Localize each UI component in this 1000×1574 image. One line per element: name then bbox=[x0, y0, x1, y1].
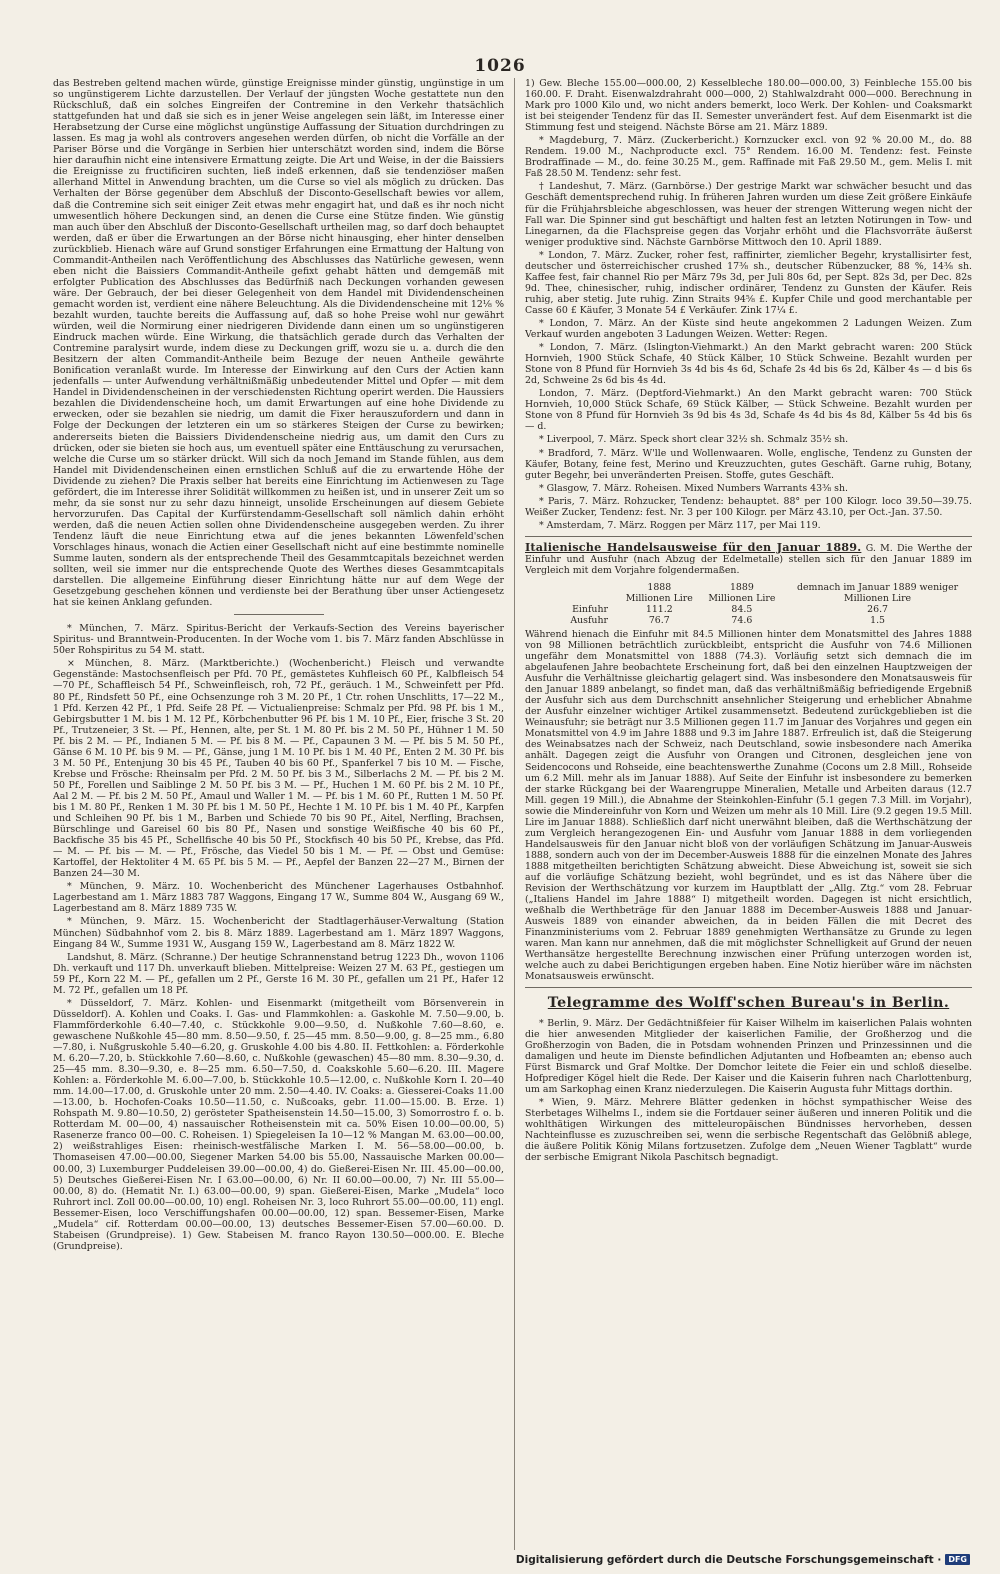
footer-text: Digitalisierung gefördert durch die Deutsche Forschungsgemeinschaft · bbox=[515, 1554, 942, 1566]
telegram-wien: * Wien, 9. März. Mehrere Blätter gedenken in höchst sympathischer Weise des Sterbetages Wilhelms I., indem sie die Fortdauer seiner äußeren und inneren Politik und die wohlthätigen Wirkungen des mitteleuropäischen Bündnisses hervorheben, dessen Nachteinflusse es zuzuschreiben sei, wenn die serbische Regentschaft das Gelöbniß ablege, die äußere Politik König Milans fortzusetzen. Zufolge dem „Neuen Wiener Tagblatt“ wurde der serbische Emigrant Nikola Paschitsch begnadigt. bbox=[525, 1096, 972, 1164]
article-boersen-commentary: das Bestreben geltend machen würde, günstige Ereignisse minder günstig, ungünstige in um so ungünstigerem Lichte darzustellen. Der Verlauf der jüngsten Woche gestattete nun den Rückschluß, daß ein solches Eingreifen der Contremine in den Verkehr thatsächlich stattgefunden hat und daß sie sich es in jener Weise angelegen sein läßt, im Interesse einer Herabsetzung der Curse eine möglichst ungünstige Auffassung der Situation durchdringen zu lassen. Es mag ja wohl als controvers angesehen werden dürfen, ob nicht die Vorfälle an der Pariser Börse und die Vorgänge in Serbien hier unterschätzt worden sind, indem die Börse hier daraufhin nicht eine intensivere Ermattung zeigte. Die Art und Weise, in der die Baissiers die Ereignisse zu fructificiren suchten, ließ indeß erkennen, daß sie tendenziöser maßen allerhand Mittel in Anwendung brachten, um die Curse so viel als möglich zu drücken. Das Verhalten der Börse gegenüber dem Abschluß der Disconto-Gesellschaft bewies vor allem, daß die Contremine sich seit einiger Zeit etwas mehr engagirt hat, und daß es ihr noch nicht umwesentlich höhere Deckungen sind, an denen die Curse eine Stütze finden. Wie günstig man auch über den Abschluß der Disconto-Gesellschaft urtheilen mag, so darf doch behauptet werden, daß er über die Erwartungen an der Börse nicht hinausging, eher hinter denselben zurückblieb. Hienach wäre auf Grund sonstiger Erfahrungen eine Ermattung der Haltung von Commandit-Antheilen nach Veröffentlichung des Abschlusses das Natürliche gewesen, wenn eben nicht die Baissiers Commandit-Antheile gefixt gehabt hätten und demgemäß mit erfolgter Publication des Abschlusses das Bedürfniß nach Deckungen vorhanden gewesen wäre. Der Gebrauch, der bei dieser Gelegenheit von dem Handel mit Dividendenscheinen gemacht worden ist, verdient eine nähere Beleuchtung. Als die Dividendenscheine mit 12⅛ % bezahlt wurden, tauchte bereits die Auffassung auf, daß so hohe Preise wohl nur gewährt würden, weil die Normirung einer niedrigeren Dividende dann einen um so ungünstigeren Eindruck machen würde. Eine Wirkung, die thatsächlich gerade durch das Verhalten der Contremine paralysirt wurde, indem diese zu Deckungen griff, wozu sie u. a. durch die den Besitzern der alten Commandit-Antheile beim Bezuge der neuen Antheile gewährte Bonification veranlaßt wurde. Im Interesse der Einwirkung auf den Curs der Actien kann jedenfalls — unter Aufwendung verhältnißmäßig unbedeutender Mittel und Opfer — mit dem Handel in Dividendenscheinen in der verschiedensten Richtung operirt werden. Die Haussiers bezahlen die Dividendenscheine hoch, um damit Erwartungen auf eine hohe Dividende zu erwecken, oder sie bezahlen sie niedrig, um damit die Fixer herauszufordern und dann in Folge der Deckungen der letzteren ein um so stärkeres Steigen der Curse zu bewirken; andererseits bieten die Baissiers Dividendenscheine niedrig aus, um damit den Curs zu drücken, oder sie bieten sie hoch aus, um eventuell später eine Enttäuschung zu verursachen, welche die Curse um so stärker drückt. Will sich da noch Jemand im Stande fühlen, aus dem Handel mit Dividendenscheinen einen ernstlichen Schluß auf die zu erwartende Höhe der Dividende zu ziehen? Die Praxis selber hat bereits eine Einrichtung im Actienwesen zu Tage gefördert, die im Interesse ihrer Solidität willkommen zu heißen ist, und in unserer Zeit um so mehr, da sie sonst nur zu sehr dazu hinneigt, unsolide Erscheinungen auf diesem Gebiete hervorzurufen. Das Capital der Kurfürstendamm-Gesellschaft soll nämlich dahin erhöht werden, daß die neuen Actien sollen ohne Dividendenscheine ausgegeben werden. Zu ihrer Tendenz läuft die neue Einrichtung etwa auf die jenes bekannten Löwenfeld'schen Vorschlages hinaus, wonach die Actien einer Gesellschaft nicht auf eine bestimmte nominelle Summe lauten, sondern als der entsprechende Theil des Gesammtcapitals bezeichnet werden sollten, weil sie immer nur die entsprechende Quote des Werthes dieses Gesammtcapitals darstellen. Die allgemeine Einführung dieser Einrichtung hätte nur auf dem Wege der Gesetzgebung geschehen können und verdienste bei der Berathung über unser Actiengesetz hat sie keinen Anklang gefunden. bbox=[53, 78, 504, 609]
report-muenchen-lagerhaus-ost: * München, 9. März. 10. Wochenbericht des Münchener Lagerhauses Ostbahnhof. Lagerbestand am 1. März 1883 787 Waggons, Eingang 17 W., Summe 804 W., Ausgang 69 W., Lagerbestand am 8. März 1889 735 W. bbox=[53, 881, 504, 915]
col-diff: demnach im Januar 1889 weniger bbox=[797, 581, 959, 593]
report-muenchen-spiritus: * München, 7. März. Spiritus-Bericht der Verkaufs-Section des Vereins bayerischer Spiritus- und Branntwein-Producenten. In der Woche vom 1. bis 7. März fanden Abschlüsse in 50er Rohspiritus zu 54 M. statt. bbox=[53, 623, 504, 657]
report-liverpool: * Liverpool, 7. März. Speck short clear 32½ sh. Schmalz 35½ sh. bbox=[539, 434, 849, 446]
report-duesseldorf-kohlen: * Düsseldorf, 7. März. Kohlen- und Eisenmarkt (mitgetheilt vom Börsenverein in Düsseldorf). A. Kohlen und Coaks. I. Gas- und Flammkohlen: a. Gaskohle M. 7.50—9.00, b. Flammförderkohle 6.40—7.40, c. Stückkohle 9.00—9.50, d. Nußkohle 7.60—8.60, e. gewaschene Nußkohle 45—80 mm. 8.50—9.50, f. 25—45 mm. 8.50—9.00, g. 8—25 mm., 6.80—7.80, i. Nußgruskohle 5.40—6.20, g. Gruskohle 4.00 bis 4.80. II. Fettkohlen: a. Förderkohle M. 6.20—7.20, b. Stückkohle 7.60—8.60, c. Nußkohle (gewaschen) 45—80 mm. 8.30—9.30, d. 25—45 mm. 8.30—9.30, e. 8—25 mm. 6.50—7.50, d. Coakskohle 5.60—6.20. III. Magere Kohlen: a. Förderkohle M. 6.00—7.00, b. Stückkohle 10.5—12.00, c. Nußkohle Korn I. 20—40 mm. 14.00—17.00, d. Gruskohle unter 20 mm. 2.50—4.40. IV. Coaks: a. Giesserei-Coaks 11.00—13.00, b. Hochofen-Coaks 10.50—11.50, c. Nußcoaks, gebr. 11.00—15.00. B. Erze. 1) Rohspath M. 9.80—10.50, 2) gerösteter Spatheisenstein 14.50—15.00, 3) Somorrostro f. o. b. Rotterdam M. 00—00, 4) nassauischer Rotheisenstein mit ca. 50% Eisen 10.00—00.00, 5) Rasenerze franco 00—00. C. Roheisen. 1) Spiegeleisen Ia 10—12 % Mangan M. 63.00—00.00, 2) weißstrahliges Eisen: rheinisch-westfälische Marken I. M. 56—58.00—00.00, b. Thomaseisen 47.00—00.00, Siegener Marken 54.00 bis 55.00, Nassauische Marken 00.00—00.00, 3) Luxemburger Puddeleisen 39.00—00.00, 4) do. Gießerei-Eisen Nr. III. 45.00—00.00, 5) Deutsches Gießerei-Eisen Nr. I 63.00—00.00, 6) Nr. II 60.00—00.00, 7) Nr. III 55.00—00.00, 8) do. (Hematit Nr. I.) 63.00—00.00, 9) span. Gießerei-Eisen, Marke „Mudela“ loco Ruhrort incl. Zoll 00.00—00.00, 10) engl. Roheisen Nr. 3, loco Ruhrort 55.00—00.00, 11) engl. Bessemer-Eisen, loco Verschiffungshafen 00.00—00.00, 12) span. Bessemer-Eisen, Marke „Mudela“ cif. Rotterdam 00.00—00.00, 13) deutsches Bessemer-Eisen 57.00—60.00. D. Stabeisen (Grundpreise). 1) Gew. Stabeisen M. franco Rayon 130.50—000.00. E. Bleche (Grundpreise). bbox=[53, 997, 504, 1252]
report-muenchen-lagerhaus-sued: * München, 9. März. 15. Wochenbericht der Stadtlagerhäuser-Verwaltung (Station München) Südbahnhof vom 2. bis 8. März 1889. Lagerbestand am 1. März 1897 Waggons, Eingang 84 W., Summe 1931 W., Ausgang 159 W., Lagerbestand am 8. März 1822 W. bbox=[53, 916, 504, 950]
row-label: Ausfuhr bbox=[570, 614, 608, 626]
table-row bbox=[525, 604, 972, 615]
unit-label: Millionen Lire bbox=[844, 592, 912, 604]
telegram-berlin: * Berlin, 9. März. Der Gedächtnißfeier für Kaiser Wilhelm im kaiserlichen Palais wohnten die hier anwesenden Mitglieder der kaiserlichen Familie, der Großherzog und die Großherzogin von Baden, die in Potsdam wohnenden Prinzen und Prinzessinnen und die damaligen und heute im Dienste befindlichen Adjutanten und Hofbeamten an; ebenso auch Fürst Bismarck und Graf Moltke. Der Domchor leitete die Feier ein und schloß dieselbe. Hofprediger Kögel hielt die Rede. Der Kaiser und die Kaiserin fuhren nach Charlottenburg, um am Sarkophag einen Kranz niederzulegen. Die Kaiserin Augusta fuhr Mittags dorthin. bbox=[525, 1017, 972, 1095]
report-magdeburg: * Magdeburg, 7. März. (Zuckerbericht.) Kornzucker excl. von 92 % 20.00 M., do. 88 Rendem. 19.00 M., Nachproducte excl. 75° Rendem. 16.00 M. Tendenz: fest. Feinste Brodraffinade — M., do. feine 30.25 M., gem. Raffinade mit Faß 29.50 M., gem. Melis I. mit Faß 28.50 M. Tendenz: sehr fest. bbox=[525, 135, 972, 180]
cell: 84.5 bbox=[731, 603, 753, 615]
italien-heading: Italienische Handelsausweise für den Januar 1889. bbox=[525, 539, 862, 554]
report-london-zucker: * London, 7. März. Zucker, roher fest, raffinirter, ziemlicher Begehr, krystallisirter fest, deutscher und österreichischer crushed 17⅜ sh., deutscher Rübenzucker, 88 %, 14⅜ sh. Kaffee fest, fair channel Rio per März 79s 3d, per Juli 80s 6d, per Sept. 82s 3d, per Dec. 82s 9d. Thee, chinesischer, ruhig, indischer ordinärer, Tendenz zu Gunsten der Käufer. Reis ruhig, aber stetig. Jute ruhig. Zinn Straits 94⅝ £. Kupfer Chile und good merchantable per Casse 60 £ Käufer, 3 Monate 54 £ Verkäufer. Zink 17¼ £. bbox=[525, 249, 972, 316]
col-1888: 1888 bbox=[647, 581, 672, 593]
report-paris: * Paris, 7. März. Rohzucker, Tendenz: behauptet. 88° per 100 Kilogr. loco 39.50—39.75. Weißer Zucker, Tendenz: fest. Nr. 3 per 100 Kilogr. per März 43.10, per Oct.-Jan. 37.50. bbox=[525, 495, 972, 518]
cell: 74.6 bbox=[731, 614, 753, 626]
unit-label: Millionen Lire bbox=[625, 592, 693, 604]
telegram-heading: Telegramme des Wolff'schen Bureau's in Berlin. bbox=[547, 995, 950, 1012]
section-divider bbox=[525, 536, 972, 537]
report-duesseldorf-continued: 1) Gew. Bleche 155.00—000.00, 2) Kesselbleche 180.00—000.00, 3) Feinbleche 155.00 bis 160.00. F. Draht. Eisenwalzdrahraht 000—000, 2) Stahlwalzdraht 000—000. Berechnung in Mark pro 1000 Kilo und, wo nicht anders bemerkt, loco Werk. Der Kohlen- und Coaksmarkt ist bei steigender Tendenz für das II. Semester unverändert fest. Auf dem Eisenmarkt ist die Stimmung fest und steigend. Nächste Börse am 21. März 1889. bbox=[525, 78, 972, 134]
cell: 111.2 bbox=[645, 603, 673, 615]
row-label: Einfuhr bbox=[572, 603, 608, 615]
col-1889: 1889 bbox=[729, 581, 754, 593]
italien-section bbox=[525, 539, 972, 576]
cell: 76.7 bbox=[648, 614, 670, 626]
cell: 26.7 bbox=[867, 603, 889, 615]
report-london-islington: * London, 7. März. (Islington-Viehmarkt.) An den Markt gebracht waren: 200 Stück Hornvieh, 1900 Stück Schafe, 40 Stück Kälber, 10 Stück Schweine. Bezahlt wurden per Stone von 8 Pfund für Hornvieh 3s 4d bis 4s 6d, Schafe 2s 4d bis 6s 2d, Kälber 4s — d bis 6s 2d, Schweine 2s 6d bis 4s 4d. bbox=[525, 342, 972, 387]
report-glasgow: * Glasgow, 7. März. Roheisen. Mixed Numbers Warrants 43⅜ sh. bbox=[539, 482, 848, 494]
trade-table-header bbox=[525, 582, 972, 593]
column-divider bbox=[514, 78, 515, 1550]
right-column bbox=[525, 78, 972, 1554]
section-divider bbox=[525, 987, 972, 988]
left-column bbox=[53, 78, 504, 1554]
dfg-logo-icon: DFG bbox=[945, 1554, 970, 1565]
italien-intro: G. M. Die Werthe der Einfuhr und Ausfuhr (nach Abzug der Edelmetalle) stellen sich für den Januar 1889 im Vergleich mit dem Vorjahre folgendermaßen. bbox=[525, 542, 972, 576]
table-row bbox=[525, 615, 972, 626]
unit-label: Millionen Lire bbox=[708, 592, 776, 604]
report-amsterdam: * Amsterdam, 7. März. Roggen per März 117, per Mai 119. bbox=[539, 519, 821, 531]
report-bradford: * Bradford, 7. März. W'lle und Wollenwaaren. Wolle, englische, Tendenz zu Gunsten der Käufer, Botany, feine fest, Merino und Kreuzzuchten, gutes Geschäft. Garne ruhig, Botany, guter Begehr, bei unveränderten Preisen. Stoffe, gutes Geschäft. bbox=[525, 447, 972, 481]
section-divider bbox=[234, 614, 324, 615]
trade-table bbox=[525, 582, 972, 626]
cell: 1.5 bbox=[870, 614, 886, 626]
trade-table-units bbox=[525, 593, 972, 604]
report-muenchen-markt: × München, 8. März. (Marktberichte.) (Wochenbericht.) Fleisch und verwandte Gegenstände: Mastochsenfleisch per Pfd. 70 Pf., gemästetes Kuhfleisch 60 Pf., Kalbfleisch 54—70 Pf., Schaffleisch 54 Pf., Schweinfleisch, roh, 72 Pf., geräuch. 1 M., Schweinfett per Pfd. 80 Pf., Rindsfett 50 Pf., eine Ochsenzunge roh 3 M. 20 Pf., 1 Ctr. rohen Unschlitts, 17—22 M., 1 Pfd. Kerzen 42 Pf., 1 Pfd. Seife 28 Pf. — Victualienpreise: Schmalz per Pfd. 98 Pf. bis 1 M., Gebirgsbutter 1 M. bis 1 M. 12 Pf., Körbchenbutter 96 Pf. bis 1 M. 10 Pf., Eier, frische 3 St. 20 Pf., Trutzeneier, 3 St. — Pf., Hennen, alte, per St. 1 M. 80 Pf. bis 2 M. 50 Pf., Hühner 1 M. 50 Pf. bis 2 M. — Pf., Indianen 5 M. — Pf. bis 8 M. — Pf., Capaunen 3 M. — Pf. bis 5 M. 50 Pf., Gänse 6 M. 10 Pf. bis 9 M. — Pf., Gänse, jung 1 M. 10 Pf. bis 1 M. 40 Pf., Enten 2 M. 30 Pf. bis 3 M. 50 Pf., Entenjung 30 bis 45 Pf., Tauben 40 bis 60 Pf., Spanferkel 7 bis 10 M. — Fische, Krebse und Frösche: Rheinsalm per Pfd. 2 M. 50 Pf. bis 3 M., Silberlachs 2 M. — Pf. bis 2 M. 50 Pf., Forellen und Saiblinge 2 M. 50 Pf. bis 3 M. — Pf., Huchen 1 M. 60 Pf. bis 2 M. 10 Pf., Aal 2 M. — Pf. bis 2 M. 50 Pf., Amaul und Waller 1 M. — Pf. bis 1 M. 60 Pf., Rutten 1 M. 50 Pf. bis 1 M. 80 Pf., Renken 1 M. 30 Pf. bis 1 M. 50 Pf., Hechte 1 M. 10 Pf. bis 1 M. 40 Pf., Karpfen und Schleihen 90 Pf. bis 1 M., Barben und Schiede 70 bis 90 Pf., Aitel, Nerfling, Brachsen, Bürschlinge und Gareisel 60 bis 80 Pf., Nasen und sonstige Weißfische 40 bis 60 Pf., Backfische 35 bis 45 Pf., Schellfische 40 bis 50 Pf., Stockfisch 40 bis 50 Pf., Krebse, das Pfd. — M. — Pf. bis — M. — Pf., Frösche, das Viedel 50 bis 1 M. — Pf. — Obst und Gemüse: Kartoffel, der Hektoliter 4 M. 65 Pf. bis 5 M. — Pf., Aepfel der Banzen 22—27 M., Birnen der Banzen 24—30 M. bbox=[53, 658, 504, 880]
footer-credit bbox=[516, 1554, 970, 1566]
report-london-deptford: London, 7. März. (Deptford-Viehmarkt.) An den Markt gebracht waren: 700 Stück Hornvieh, 10,000 Stück Schafe, 69 Stück Kälber, — Stück Schweine. Bezahlt wurden per Stone von 8 Pfund für Hornvieh 3s 9d bis 4s 3d, Schafe 4s 4d bis 4s 8d, Kälber 5s 4d bis 6s — d. bbox=[525, 388, 972, 433]
report-landeshut-garn: † Landeshut, 7. März. (Garnbörse.) Der gestrige Markt war schwächer besucht und das Geschäft dementsprechend ruhig. In früheren Jahren wurden um diese Zeit größere Einkäufe für die Frühjahrsbleiche abgeschlossen, was heuer der strengen Witterung wegen nicht der Fall war. Die Spinner sind gut beschäftigt und halten fest an letzten Notirungen in Tow- und Linegarnen, da die Flachspreise gegen das Vorjahr erhöht und die Flachsvorräte äußerst weniger produktive sind. Nächste Garnbörse Mittwoch den 10. April 1889. bbox=[525, 181, 972, 248]
page-number: 1026 bbox=[474, 56, 526, 76]
report-london-weizen: * London, 7. März. An der Küste sind heute angekommen 2 Ladungen Weizen. Zum Verkauf wurden angeboten 3 Ladungen Weizen. Wetter: Regen. bbox=[525, 317, 972, 341]
report-landshut-schranne: Landshut, 8. März. (Schranne.) Der heutige Schrannenstand betrug 1223 Dh., wovon 1106 Dh. verkauft und 117 Dh. unverkauft blieben. Mittelpreise: Weizen 27 M. 63 Pf., gestiegen um 59 Pf., Korn 22 M. — Pf., gefallen um 2 Pf., Gerste 16 M. 30 Pf., gefallen um 21 Pf., Hafer 12 M. 72 Pf., gefallen um 18 Pf. bbox=[53, 951, 504, 996]
italien-body: Während hienach die Einfuhr mit 84.5 Millionen hinter dem Monatsmittel des Jahres 1888 von 98 Millionen beträchtlich zurückbleibt, entspricht die Ausfuhr von 74.6 Millionen ungefähr dem Monatsmittel von 1888 (74.3). Vorläufig setzt sich demnach die im abgelaufenen Jahre beobachtete Erscheinung fort, daß bei den einzelnen Hauptzweigen der Ausfuhr die Verhältnisse gleichartig gelagert sind. Was insbesondere den Monatsausweis für den Januar 1889 anbelangt, so findet man, daß das verhältnißmäßig befriedigende Ergebniß der Ausfuhr sich aus dem Durchschnitt ansehnlicher Steigerung und erheblicher Abnahme der Ausfuhr einzelner wichtiger Artikel zusammensetzt. Bedeutend zurückgeblieben ist die Weinausfuhr; sie beträgt nur 3.5 Millionen gegen 11.7 im Januar des Vorjahres und gegen ein Monatsmittel von 4.9 im Jahre 1888 und 9.3 im Jahre 1887. Erfreulich ist, daß die Steigerung des Weinabsatzes nach der Schweiz, nach Deutschland, sowie insbesondere nach Amerika anhält. Dagegen zeigt die Ausfuhr von Orangen und Citronen, desgleichen jene von Seidencocons und Rohseide, eine beachtenswerthe Zunahme (Cocons um 2.8 Mill., Rohseide um 6.2 Mill. mehr als im Januar 1888). Auf Seite der Einfuhr ist insbesondere zu bemerken der starke Rückgang bei der Waarengruppe Mineralien, Metalle und Arbeiten daraus (12.7 Mill. gegen 19 Mill.), die Abnahme der Steinkohlen-Einfuhr (5.1 gegen 7.3 Mill. im Vorjahr), sowie die Mindereinfuhr von Korn und Weizen um mehr als 10 Mill. Lire (9.2 gegen 19.5 Mill. Lire im Januar 1888). Schließlich darf nicht unerwähnt bleiben, daß die Werthschätzung der zum Vergleich herangezogenen Ein- und Ausfuhr vom Januar 1888 in dem vorliegenden Handelsausweis für den Januar nicht bloß von der vorläufigen Schätzung im Januar-Ausweis 1888, sondern auch von der im December-Ausweis 1888 für die einzelnen Monate des Jahres 1888 mitgetheilten berichtigten Schätzung abweicht. Diese Abweichung ist, soweit sie sich auf die vorläufige Schätzung bezieht, wohl begründet, und es ist das Nähere über die Revision der Werthschätzung vor kurzem im Hauptblatt der „Allg. Ztg.“ vom 28. Februar („Italiens Handel im Jahre 1888“ I) mitgetheilt worden. Dagegen ist nicht ersichtlich, weßhalb die Werthbeträge für den Januar 1888 im December-Ausweis 1888 und Januar-Ausweis 1889 von einander abweichen, da in beiden Fällen die mit Decret des Finanzministeriums vom 2. Februar 1889 genehmigten Werthansätze zu Grunde zu legen waren. Man kann nur annehmen, daß die mit möglichster Schnelligkeit auf Grund der neuen Werthansätze hergestellte Berechnung inzwischen einer Prüfung unterzogen worden ist, welche auch zu dabei Berichtigungen ergeben haben. Eine Notiz hierüber wäre im nächsten Monatsausweis erwünscht. bbox=[525, 628, 972, 983]
